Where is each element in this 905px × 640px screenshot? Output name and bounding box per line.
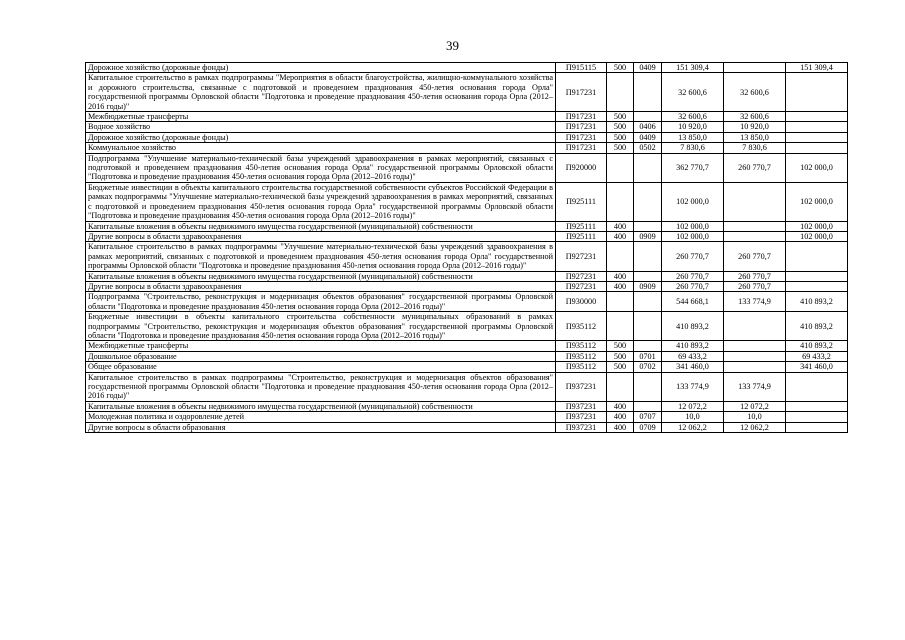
row-name-cell: Дорожное хозяйство (дорожные фонды) <box>86 63 556 73</box>
row-code-cell: П917231 <box>556 112 607 122</box>
row-name-cell: Межбюджетные трансферты <box>86 112 556 122</box>
row-section-cell: 0701 <box>634 351 662 361</box>
row-section-cell <box>634 401 662 411</box>
row-name-cell: Капитальное строительство в рамках подпрограммы "Улучшение материально-технической базы учреждений здравоохранения в рамках мероприятий, связанных с подготовкой и проведением празднования 450-летия основания города Орла" государственной программы Орловской области "Подготовка и проведение празднования 450-летия основания города Орла (2012–2016 годы)" <box>86 242 556 271</box>
row-section-cell: 0702 <box>634 362 662 372</box>
row-amount-3-cell <box>786 122 848 132</box>
row-code-cell: П930000 <box>556 292 607 312</box>
row-section-cell <box>634 242 662 271</box>
table-row <box>86 73 848 112</box>
row-name-cell: Капитальное строительство в рамках подпрограммы "Строительство, реконструкция и модернизация объектов образования" государственной программы Орловской области "Подготовка и проведение празднования 450-летия основания города Орла (2012–2016 годы)" <box>86 372 556 401</box>
row-name-cell: Молодежная политика и оздоровление детей <box>86 412 556 422</box>
table-row <box>86 63 848 73</box>
row-code-cell: П917231 <box>556 132 607 142</box>
row-name-cell: Бюджетные инвестиции в объекты капитального строительства собственности муниципальных образований в рамках подпрограммы "Строительство, реконструкция и модернизация объектов образования" государственной программы Орловской области "Подготовка и проведение празднования 450-летия основания города Орла (2012–2016 годы)" <box>86 312 556 341</box>
row-code-cell: П927231 <box>556 271 607 281</box>
row-amount-2-cell: 260 770,7 <box>724 281 786 291</box>
row-total-cell: 12 072,2 <box>662 401 724 411</box>
row-name-cell: Другие вопросы в области здравоохранения <box>86 281 556 291</box>
row-expense-type-cell: 500 <box>607 341 634 351</box>
row-name-cell: Водное хозяйство <box>86 122 556 132</box>
row-amount-3-cell: 102 000,0 <box>786 231 848 241</box>
row-expense-type-cell <box>607 372 634 401</box>
row-amount-3-cell <box>786 372 848 401</box>
row-section-cell <box>634 341 662 351</box>
row-name-cell: Коммунальное хозяйство <box>86 143 556 153</box>
row-expense-type-cell <box>607 182 634 221</box>
row-name-cell: Дорожное хозяйство (дорожные фонды) <box>86 132 556 142</box>
table-row <box>86 281 848 291</box>
row-amount-3-cell: 151 309,4 <box>786 63 848 73</box>
row-total-cell: 260 770,7 <box>662 281 724 291</box>
row-total-cell: 10,0 <box>662 412 724 422</box>
row-amount-3-cell <box>786 73 848 112</box>
row-amount-3-cell <box>786 132 848 142</box>
row-name-cell: Бюджетные инвестиции в объекты капитального строительства государственной собственности субъектов Российской Федерации в рамках подпрограммы "Улучшение материально-технической базы учреждений здравоохранения в рамках мероприятий, связанных с подготовкой и проведением празднования 450-летия основания города Орла" государственной программы Орловской области "Подготовка и проведение празднования 450-летия основания города Орла (2012–2016 годы)" <box>86 182 556 221</box>
row-total-cell: 133 774,9 <box>662 372 724 401</box>
table-row <box>86 231 848 241</box>
row-expense-type-cell <box>607 73 634 112</box>
row-code-cell: П917231 <box>556 143 607 153</box>
row-section-cell <box>634 182 662 221</box>
row-amount-3-cell: 102 000,0 <box>786 221 848 231</box>
row-amount-2-cell: 32 600,6 <box>724 73 786 112</box>
row-section-cell: 0709 <box>634 422 662 432</box>
row-section-cell <box>634 153 662 182</box>
page-number: 39 <box>446 38 459 53</box>
row-code-cell: П937231 <box>556 372 607 401</box>
row-code-cell: П935112 <box>556 351 607 361</box>
row-amount-3-cell <box>786 143 848 153</box>
row-section-cell: 0409 <box>634 63 662 73</box>
row-amount-3-cell <box>786 412 848 422</box>
row-expense-type-cell: 500 <box>607 63 634 73</box>
row-name-cell: Дошкольное образование <box>86 351 556 361</box>
row-amount-3-cell <box>786 112 848 122</box>
table-row <box>86 372 848 401</box>
row-total-cell: 151 309,4 <box>662 63 724 73</box>
row-expense-type-cell: 400 <box>607 412 634 422</box>
row-total-cell: 102 000,0 <box>662 182 724 221</box>
row-amount-2-cell <box>724 182 786 221</box>
row-code-cell: П937231 <box>556 401 607 411</box>
row-name-cell: Капитальное строительство в рамках подпрограммы "Мероприятия в области благоустройства, жилищно-коммунального хозяйства и дорожного строительства, связанные с подготовкой и проведением празднования 450-летия основания города Орла" государственной программы Орловской области "Подготовка и проведение празднования 450-летия основания города Орла (2012–2016 годы)" <box>86 73 556 112</box>
table-row <box>86 341 848 351</box>
row-name-cell: Общее образование <box>86 362 556 372</box>
row-amount-2-cell <box>724 341 786 351</box>
row-expense-type-cell: 400 <box>607 231 634 241</box>
row-total-cell: 32 600,6 <box>662 73 724 112</box>
row-amount-2-cell <box>724 312 786 341</box>
row-amount-3-cell: 341 460,0 <box>786 362 848 372</box>
row-amount-3-cell <box>786 422 848 432</box>
row-expense-type-cell <box>607 153 634 182</box>
row-total-cell: 7 830,6 <box>662 143 724 153</box>
row-section-cell <box>634 372 662 401</box>
row-total-cell: 12 062,2 <box>662 422 724 432</box>
row-expense-type-cell <box>607 242 634 271</box>
row-amount-3-cell: 69 433,2 <box>786 351 848 361</box>
table-row <box>86 122 848 132</box>
row-amount-3-cell: 410 893,2 <box>786 312 848 341</box>
table-row <box>86 221 848 231</box>
row-amount-2-cell: 7 830,6 <box>724 143 786 153</box>
row-code-cell: П925111 <box>556 182 607 221</box>
row-code-cell: П935112 <box>556 362 607 372</box>
row-section-cell: 0406 <box>634 122 662 132</box>
row-code-cell: П917231 <box>556 122 607 132</box>
row-name-cell: Другие вопросы в области образования <box>86 422 556 432</box>
row-name-cell: Подпрограмма "Строительство, реконструкция и модернизация объектов образования" государственной программы Орловской области "Подготовка и проведение празднования 450-летия основания города Орла (2012–2016 годы)" <box>86 292 556 312</box>
row-name-cell: Капитальные вложения в объекты недвижимого имущества государственной (муниципальной) собственности <box>86 401 556 411</box>
table-row <box>86 271 848 281</box>
row-amount-2-cell: 260 770,7 <box>724 153 786 182</box>
table-row <box>86 422 848 432</box>
table-row <box>86 143 848 153</box>
row-total-cell: 410 893,2 <box>662 312 724 341</box>
row-amount-2-cell <box>724 231 786 241</box>
row-amount-2-cell: 12 072,2 <box>724 401 786 411</box>
row-expense-type-cell: 400 <box>607 271 634 281</box>
row-amount-2-cell: 133 774,9 <box>724 372 786 401</box>
row-code-cell: П927231 <box>556 281 607 291</box>
table-row <box>86 362 848 372</box>
table-row <box>86 412 848 422</box>
row-code-cell: П925111 <box>556 221 607 231</box>
row-expense-type-cell: 500 <box>607 132 634 142</box>
row-expense-type-cell: 400 <box>607 221 634 231</box>
row-amount-2-cell <box>724 63 786 73</box>
row-section-cell: 0909 <box>634 281 662 291</box>
table-row <box>86 182 848 221</box>
table-row <box>86 351 848 361</box>
row-total-cell: 32 600,6 <box>662 112 724 122</box>
row-total-cell: 10 920,0 <box>662 122 724 132</box>
row-amount-3-cell <box>786 281 848 291</box>
row-total-cell: 341 460,0 <box>662 362 724 372</box>
row-name-cell: Другие вопросы в области здравоохранения <box>86 231 556 241</box>
row-amount-2-cell: 12 062,2 <box>724 422 786 432</box>
row-section-cell <box>634 312 662 341</box>
row-section-cell <box>634 292 662 312</box>
row-amount-3-cell: 410 893,2 <box>786 341 848 351</box>
row-amount-3-cell <box>786 242 848 271</box>
row-name-cell: Капитальные вложения в объекты недвижимого имущества государственной (муниципальной) собственности <box>86 271 556 281</box>
row-name-cell: Межбюджетные трансферты <box>86 341 556 351</box>
row-amount-2-cell <box>724 362 786 372</box>
row-code-cell: П937231 <box>556 412 607 422</box>
row-name-cell: Подпрограмма "Улучшение материально-технической базы учреждений здравоохранения в рамках мероприятий, связанных с подготовкой и проведением празднования 450-летия основания города Орла" государственной программы Орловской области "Подготовка и проведение празднования 450-летия основания города Орла (2012–2016 годы)" <box>86 153 556 182</box>
table-row <box>86 112 848 122</box>
table-row <box>86 312 848 341</box>
row-section-cell <box>634 221 662 231</box>
table-row <box>86 401 848 411</box>
row-code-cell: П935112 <box>556 312 607 341</box>
row-amount-2-cell: 260 770,7 <box>724 271 786 281</box>
budget-table <box>85 62 848 433</box>
row-amount-2-cell: 260 770,7 <box>724 242 786 271</box>
row-code-cell: П927231 <box>556 242 607 271</box>
row-amount-2-cell <box>724 221 786 231</box>
row-code-cell: П920000 <box>556 153 607 182</box>
row-amount-3-cell: 102 000,0 <box>786 182 848 221</box>
row-amount-2-cell <box>724 351 786 361</box>
row-total-cell: 544 668,1 <box>662 292 724 312</box>
row-name-cell: Капитальные вложения в объекты недвижимого имущества государственной (муниципальной) собственности <box>86 221 556 231</box>
row-section-cell: 0909 <box>634 231 662 241</box>
row-amount-3-cell <box>786 271 848 281</box>
row-code-cell: П935112 <box>556 341 607 351</box>
row-code-cell: П937231 <box>556 422 607 432</box>
row-section-cell <box>634 271 662 281</box>
row-section-cell: 0409 <box>634 132 662 142</box>
row-expense-type-cell: 500 <box>607 143 634 153</box>
row-expense-type-cell: 400 <box>607 422 634 432</box>
row-total-cell: 69 433,2 <box>662 351 724 361</box>
row-amount-2-cell: 10 920,0 <box>724 122 786 132</box>
row-expense-type-cell <box>607 312 634 341</box>
row-total-cell: 13 850,0 <box>662 132 724 142</box>
row-code-cell: П925111 <box>556 231 607 241</box>
row-section-cell: 0502 <box>634 143 662 153</box>
table-row <box>86 132 848 142</box>
row-amount-3-cell <box>786 401 848 411</box>
row-expense-type-cell: 500 <box>607 351 634 361</box>
row-expense-type-cell: 500 <box>607 112 634 122</box>
table-row <box>86 242 848 271</box>
table-row <box>86 153 848 182</box>
row-amount-2-cell: 10,0 <box>724 412 786 422</box>
row-amount-3-cell: 410 893,2 <box>786 292 848 312</box>
row-amount-2-cell: 13 850,0 <box>724 132 786 142</box>
budget-table-body <box>86 63 848 433</box>
row-total-cell: 260 770,7 <box>662 242 724 271</box>
row-amount-2-cell: 32 600,6 <box>724 112 786 122</box>
row-total-cell: 410 893,2 <box>662 341 724 351</box>
row-total-cell: 102 000,0 <box>662 221 724 231</box>
row-total-cell: 260 770,7 <box>662 271 724 281</box>
row-amount-2-cell: 133 774,9 <box>724 292 786 312</box>
row-expense-type-cell <box>607 292 634 312</box>
row-total-cell: 102 000,0 <box>662 231 724 241</box>
row-expense-type-cell: 500 <box>607 362 634 372</box>
row-expense-type-cell: 400 <box>607 281 634 291</box>
row-expense-type-cell: 500 <box>607 122 634 132</box>
row-section-cell: 0707 <box>634 412 662 422</box>
table-row <box>86 292 848 312</box>
row-section-cell <box>634 73 662 112</box>
row-section-cell <box>634 112 662 122</box>
row-code-cell: П917231 <box>556 73 607 112</box>
row-code-cell: П915115 <box>556 63 607 73</box>
row-amount-3-cell: 102 000,0 <box>786 153 848 182</box>
row-expense-type-cell: 400 <box>607 401 634 411</box>
row-total-cell: 362 770,7 <box>662 153 724 182</box>
